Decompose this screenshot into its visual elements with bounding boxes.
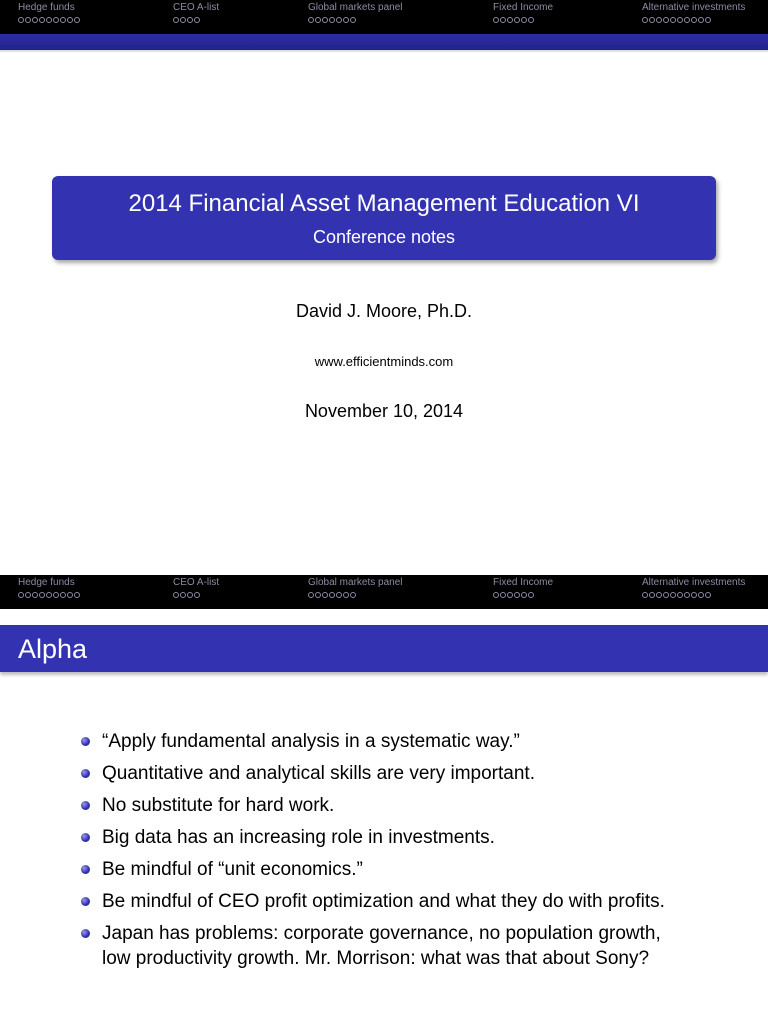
slide-dot-icon[interactable] [308, 592, 314, 598]
slide-dot-icon[interactable] [691, 592, 697, 598]
slide-dot-icon[interactable] [670, 592, 676, 598]
slide-dot-icon[interactable] [705, 17, 711, 23]
nav-section-global-markets-panel[interactable] [308, 2, 403, 23]
bullet-text: Quantitative and analytical skills are very important. [102, 763, 535, 784]
nav-slide-dots[interactable] [493, 17, 553, 23]
bullet-icon [81, 897, 90, 906]
nav-section-fixed-income[interactable] [493, 577, 553, 598]
slide-dot-icon[interactable] [528, 17, 534, 23]
slide-dot-icon[interactable] [677, 592, 683, 598]
slide-dot-icon[interactable] [308, 17, 314, 23]
slide-dot-icon[interactable] [39, 17, 45, 23]
slide-dot-icon[interactable] [25, 17, 31, 23]
slide-dot-icon[interactable] [67, 17, 73, 23]
nav-section-fixed-income[interactable] [493, 2, 553, 23]
frame-title: Alpha [18, 634, 88, 664]
nav-section-hedge-funds[interactable] [18, 2, 80, 23]
slide-dot-icon[interactable] [521, 17, 527, 23]
bullet-icon [81, 833, 90, 842]
slide-dot-icon[interactable] [53, 592, 59, 598]
nav-slide-dots[interactable] [308, 17, 403, 23]
slide-dot-icon[interactable] [500, 592, 506, 598]
nav-section-label: Global markets panel [308, 2, 403, 13]
navigation-bar [0, 575, 768, 609]
slide-dot-icon[interactable] [649, 17, 655, 23]
title-box [52, 176, 716, 260]
slide-dot-icon[interactable] [500, 17, 506, 23]
nav-section-hedge-funds[interactable] [18, 577, 80, 598]
slide-dot-icon[interactable] [329, 592, 335, 598]
slide-dot-icon[interactable] [343, 17, 349, 23]
slide-dot-icon[interactable] [507, 592, 513, 598]
slide-dot-icon[interactable] [656, 592, 662, 598]
slide-dot-icon[interactable] [46, 592, 52, 598]
bullet-icon [81, 737, 90, 746]
nav-section-label: Hedge funds [18, 2, 75, 13]
bullet-item [80, 857, 680, 882]
slide-dot-icon[interactable] [698, 592, 704, 598]
nav-section-global-markets-panel[interactable] [308, 577, 403, 598]
slide-dot-icon[interactable] [343, 592, 349, 598]
slide-dot-icon[interactable] [350, 17, 356, 23]
slide-dot-icon[interactable] [493, 592, 499, 598]
bullet-item [80, 825, 680, 850]
header-band [0, 34, 768, 50]
slide-dot-icon[interactable] [194, 17, 200, 23]
nav-slide-dots[interactable] [493, 592, 553, 598]
bullet-icon [81, 769, 90, 778]
bullet-text: “Apply fundamental analysis in a systematic way.” [102, 731, 520, 752]
content-slide [0, 575, 768, 1024]
slide-dot-icon[interactable] [649, 592, 655, 598]
slide-dot-icon[interactable] [691, 17, 697, 23]
slide-dot-icon[interactable] [642, 592, 648, 598]
nav-slide-dots[interactable] [308, 592, 403, 598]
bullet-item [80, 729, 680, 754]
slide-dot-icon[interactable] [173, 17, 179, 23]
bullet-icon [81, 865, 90, 874]
nav-section-alternative-investments[interactable] [642, 577, 745, 598]
slide-dot-icon[interactable] [173, 592, 179, 598]
bullet-icon [81, 929, 90, 938]
slide-dot-icon[interactable] [670, 17, 676, 23]
slide-dot-icon[interactable] [67, 592, 73, 598]
nav-slide-dots[interactable] [18, 592, 80, 598]
slide-dot-icon[interactable] [18, 17, 24, 23]
slide-dot-icon[interactable] [60, 17, 66, 23]
slide-dot-icon[interactable] [663, 17, 669, 23]
website-link[interactable]: www.efficientminds.com [314, 354, 454, 369]
slide-dot-icon[interactable] [521, 592, 527, 598]
bullet-icon [81, 801, 90, 810]
nav-section-label: Alternative investments [642, 2, 746, 13]
slide-dot-icon[interactable] [322, 592, 328, 598]
slide-dot-icon[interactable] [18, 592, 24, 598]
navigation-bar [0, 0, 768, 34]
bullet-text: Be mindful of CEO profit optimization and what they do with profits. [102, 891, 665, 912]
slide-dot-icon[interactable] [514, 17, 520, 23]
slide-dot-icon[interactable] [642, 17, 648, 23]
nav-section-alternative-investments[interactable] [642, 2, 745, 23]
bullet-text: No substitute for hard work. [102, 795, 335, 816]
nav-slide-dots[interactable] [173, 592, 219, 598]
slide-dot-icon[interactable] [315, 17, 321, 23]
nav-section-label: Fixed Income [493, 2, 554, 13]
slide-dot-icon[interactable] [684, 592, 690, 598]
slide-dot-icon[interactable] [194, 592, 200, 598]
header-shadow [0, 50, 768, 53]
author-name: David J. Moore, Ph.D. [295, 301, 473, 321]
slide-dot-icon[interactable] [514, 592, 520, 598]
bullet-text: Japan has problems: corporate governance, no population growth, low productivity growth. Mr. Morrison: what was that about Sony? [102, 923, 661, 969]
nav-section-label: Global markets panel [308, 577, 403, 588]
nav-section-label: CEO A-list [173, 2, 220, 13]
slide-dot-icon[interactable] [32, 17, 38, 23]
presentation-title: 2014 Financial Asset Management Education VI [128, 190, 640, 217]
slide-dot-icon[interactable] [698, 17, 704, 23]
nav-slide-dots[interactable] [642, 17, 745, 23]
slide-dot-icon[interactable] [25, 592, 31, 598]
slide-dot-icon[interactable] [684, 17, 690, 23]
nav-section-ceo-a-list[interactable] [173, 577, 219, 598]
slide-dot-icon[interactable] [187, 592, 193, 598]
slide-dot-icon[interactable] [350, 592, 356, 598]
bullet-item [80, 761, 680, 786]
nav-section-label: CEO A-list [173, 577, 220, 588]
slide-dot-icon[interactable] [74, 17, 80, 23]
slide-dot-icon[interactable] [39, 592, 45, 598]
nav-slide-dots[interactable] [18, 17, 80, 23]
bullet-list [80, 729, 680, 978]
slide-dot-icon[interactable] [493, 17, 499, 23]
frame-title-bar [0, 625, 768, 672]
nav-slide-dots[interactable] [173, 17, 219, 23]
slide-dot-icon[interactable] [663, 592, 669, 598]
bullet-text: Be mindful of “unit economics.” [102, 859, 363, 880]
slide-dot-icon[interactable] [329, 17, 335, 23]
slide-dot-icon[interactable] [180, 592, 186, 598]
slide-dot-icon[interactable] [74, 592, 80, 598]
nav-section-ceo-a-list[interactable] [173, 2, 219, 23]
presentation-subtitle: Conference notes [312, 227, 456, 247]
slide-dot-icon[interactable] [187, 17, 193, 23]
slide-dot-icon[interactable] [322, 17, 328, 23]
slide-dot-icon[interactable] [60, 592, 66, 598]
nav-section-label: Alternative investments [642, 577, 746, 588]
presentation-date: November 10, 2014 [304, 401, 464, 421]
slide-dot-icon[interactable] [507, 17, 513, 23]
slide-dot-icon[interactable] [336, 17, 342, 23]
nav-section-label: Fixed Income [493, 577, 554, 588]
bullet-item [80, 793, 680, 818]
slide-dot-icon[interactable] [677, 17, 683, 23]
nav-slide-dots[interactable] [642, 592, 745, 598]
slide-dot-icon[interactable] [705, 592, 711, 598]
slide-dot-icon[interactable] [528, 592, 534, 598]
bullet-item [80, 921, 680, 971]
nav-section-label: Hedge funds [18, 577, 75, 588]
slide-dot-icon[interactable] [53, 17, 59, 23]
bullet-item [80, 889, 680, 914]
slide-dot-icon[interactable] [46, 17, 52, 23]
slide-dot-icon[interactable] [32, 592, 38, 598]
slide-dot-icon[interactable] [336, 592, 342, 598]
slide-dot-icon[interactable] [315, 592, 321, 598]
slide-dot-icon[interactable] [180, 17, 186, 23]
slide-dot-icon[interactable] [656, 17, 662, 23]
bullet-text: Big data has an increasing role in investments. [102, 827, 495, 848]
